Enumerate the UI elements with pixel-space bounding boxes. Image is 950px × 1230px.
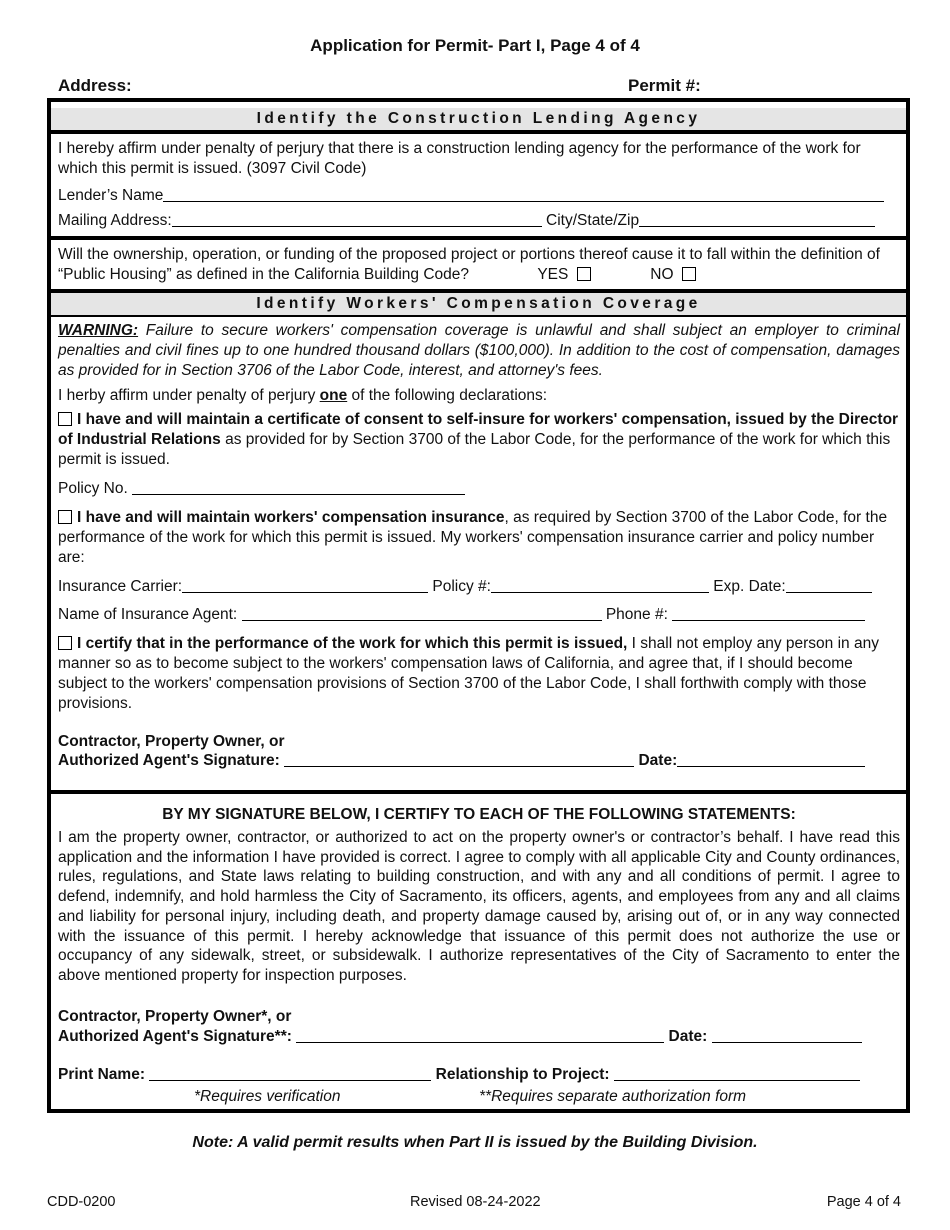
affirm-text: I herby affirm under penalty of perjury xyxy=(58,387,316,404)
authorization-note: **Requires separate authorization form xyxy=(479,1088,747,1105)
city-state-zip-label: City/State/Zip xyxy=(546,212,640,229)
relationship-field[interactable] xyxy=(614,1065,860,1081)
agent-label: Name of Insurance Agent: xyxy=(58,606,238,623)
public-housing-question xyxy=(58,245,900,285)
insurance-checkbox[interactable] xyxy=(58,510,72,524)
divider xyxy=(51,790,906,794)
no-employees-checkbox[interactable] xyxy=(58,636,72,650)
cert-signature-row xyxy=(58,1026,900,1048)
phone-label: Phone #: xyxy=(605,606,668,623)
self-insure-text: as provided for by Section 3700 of the Labor Code, for the performance of the work for which this permit is issued. xyxy=(58,431,891,468)
revised-date: Revised 08-24-2022 xyxy=(410,1194,541,1210)
carrier-label: Insurance Carrier: xyxy=(58,578,183,595)
warning-paragraph xyxy=(58,321,900,381)
city-state-zip-field[interactable] xyxy=(639,211,875,227)
mailing-address-field[interactable] xyxy=(172,211,542,227)
self-insure-checkbox[interactable] xyxy=(58,412,72,426)
wc-date-field[interactable] xyxy=(677,751,865,767)
option-self-insure xyxy=(58,410,900,470)
yes-label: YES xyxy=(537,266,569,283)
insurance-text: , as required by Section 3700 of the Labor Code, for the performance of the work for which this permit is issued. My workers' compensation insurance carrier and policy number are: xyxy=(58,509,888,566)
exp-date-label: Exp. Date: xyxy=(713,578,786,595)
cert-signature-field[interactable] xyxy=(296,1027,664,1043)
lender-name-label: Lender’s Name xyxy=(58,187,164,204)
policy-row xyxy=(58,478,900,500)
insurance-bold: I have and will maintain workers' compensation insurance xyxy=(77,509,505,526)
option-insurance xyxy=(58,508,900,568)
lender-address-row xyxy=(58,210,900,232)
declaration-intro xyxy=(58,386,900,406)
page-number: Page 4 of 4 xyxy=(826,1194,901,1210)
option-no-employees xyxy=(58,634,900,714)
print-name-field[interactable] xyxy=(149,1065,431,1081)
permit-form xyxy=(47,98,910,1113)
warning-text: Failure to secure workers' compensation coverage is unlawful and shall subject an employer to criminal penalties and civil fines up to one hundred thousand dollars ($100,000). In addition to the cost of compensation, damages as provided for in Section 3706 of the Labor Code, interest, and attorney's fees. xyxy=(58,322,901,379)
self-insure-bold: I have and will maintain a certificate of consent to self-insure for workers' compensation, issued by the Director of Industrial Relations xyxy=(58,411,899,448)
form-id: CDD-0200 xyxy=(47,1194,116,1210)
lender-name-row xyxy=(58,185,900,207)
certify-body: I am the property owner, contractor, or authorized to act on the property owner's or contractor’s behalf. I have read this application and the information I have provided is correct. I agree to comply with all applicable City and County ordinances, rules, regulations, and State laws relating to building construction, and with any and all conditions of permit. I agree to defend, indemnify, and hold harmless the City of Sacramento, its officers, agents, and employees from any and all claims and liability for personal injury, including death, and property damage caused by, arising out of, or in any way connected with the issuance of this permit. I hereby acknowledge that issuance of this permit does not authorize the use or occupancy of any sidewalk, street, or subsidewalk. I authorize representatives of the City of Sacramento to enter the above mentioned property for inspection purposes. xyxy=(58,829,900,984)
lending-agency-band: Identify the Construction Lending Agency xyxy=(51,108,906,130)
policy-no-label: Policy No. xyxy=(58,480,128,497)
divider xyxy=(51,315,906,317)
cert-date-label: Date: xyxy=(668,1028,708,1045)
carrier-field[interactable] xyxy=(182,577,428,593)
public-housing-text: Will the ownership, operation, or funding of the proposed project or portions thereof cause it to fall within the definition of “Public Housing” as defined in the California Building Code? xyxy=(58,246,880,283)
permit-number-label: Permit #: xyxy=(628,76,701,95)
permit-note: Note: A valid permit results when Part II is issued by the Building Division. xyxy=(192,1134,758,1151)
wc-signature-row xyxy=(58,750,900,772)
no-label: NO xyxy=(650,266,674,283)
affirm-one: one xyxy=(319,387,348,404)
certify-heading: BY MY SIGNATURE BELOW, I CERTIFY TO EACH OF THE FOLLOWING STATEMENTS: xyxy=(162,806,796,823)
wc-signature-label: Authorized Agent's Signature: xyxy=(58,752,280,769)
print-name-label: Print Name: xyxy=(58,1066,145,1083)
relationship-label: Relationship to Project: xyxy=(435,1066,610,1083)
no-employees-bold: I certify that in the performance of the work for which this permit is issued, xyxy=(77,635,628,652)
lending-affirmation: I hereby affirm under penalty of perjury that there is a construction lending agency for the performance of the work for which this permit is issued. (3097 Civil Code) xyxy=(58,140,861,177)
no-checkbox[interactable] xyxy=(682,267,696,281)
warning-label: WARNING: xyxy=(58,322,139,339)
divider xyxy=(51,130,906,134)
affirm-text-end: of the following declarations: xyxy=(351,387,548,404)
policy-number-field[interactable] xyxy=(491,577,709,593)
wc-date-label: Date: xyxy=(638,752,678,769)
phone-field[interactable] xyxy=(672,605,865,621)
cert-date-field[interactable] xyxy=(712,1027,862,1043)
divider xyxy=(51,236,906,240)
lender-name-field[interactable] xyxy=(163,186,884,202)
print-name-row xyxy=(58,1064,900,1086)
cert-signature-line1: Contractor, Property Owner*, or xyxy=(58,1008,292,1025)
workers-comp-band: Identify Workers' Compensation Coverage xyxy=(51,293,906,315)
page-title: Application for Permit- Part I, Page 4 of 4 xyxy=(310,36,640,55)
wc-signature-line1: Contractor, Property Owner, or xyxy=(58,733,285,750)
policy-number-label: Policy #: xyxy=(432,578,491,595)
cert-signature-label: Authorized Agent's Signature**: xyxy=(58,1028,292,1045)
yes-checkbox[interactable] xyxy=(577,267,591,281)
agent-row xyxy=(58,604,900,626)
policy-no-field[interactable] xyxy=(132,479,465,495)
carrier-row xyxy=(58,576,900,598)
no-employees-text: I shall not employ any person in any manner so as to become subject to the workers' compensation laws of California, and agree that, if I should become subject to the workers' compensation provisions of Section 3700 of the Labor Code, I shall forthwith comply with those provisions. xyxy=(58,635,879,712)
agent-field[interactable] xyxy=(242,605,602,621)
exp-date-field[interactable] xyxy=(786,577,872,593)
address-label: Address: xyxy=(58,76,132,95)
wc-signature-field[interactable] xyxy=(284,751,634,767)
mailing-address-label: Mailing Address: xyxy=(58,212,172,229)
verification-note: *Requires verification xyxy=(194,1088,341,1105)
